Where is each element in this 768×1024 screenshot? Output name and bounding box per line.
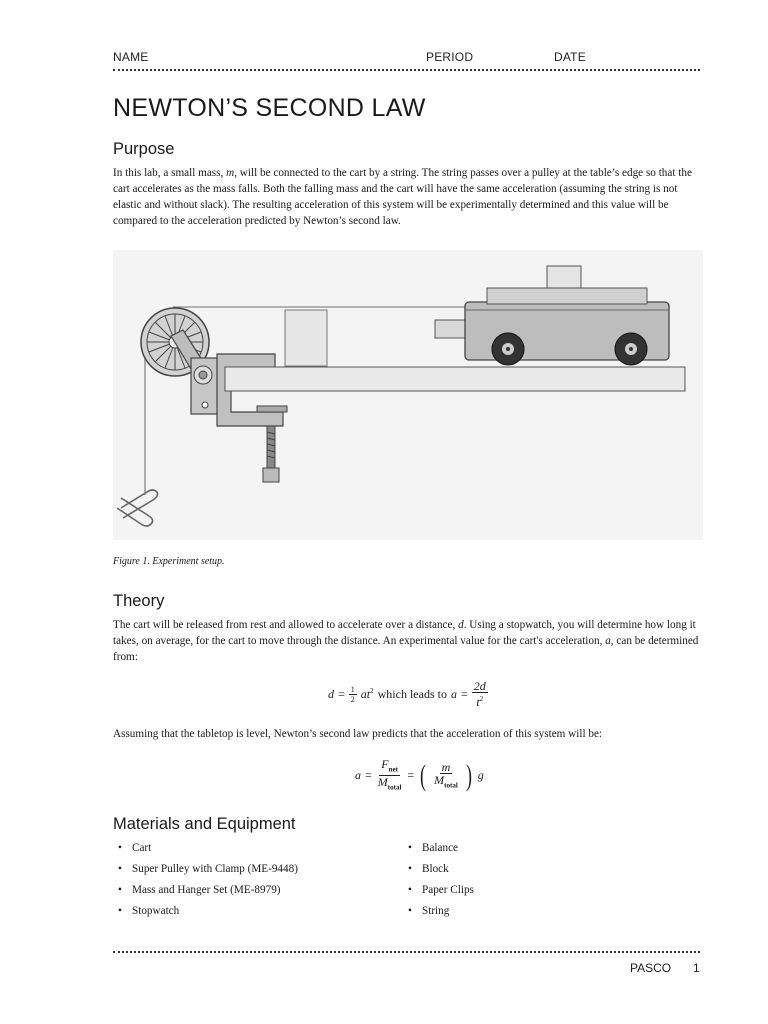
list-item: • Block <box>403 859 474 880</box>
header-divider <box>113 69 700 71</box>
footer-divider <box>113 951 700 953</box>
list-item: • Mass and Hanger Set (ME-8979) <box>113 880 298 901</box>
materials-heading: Materials and Equipment <box>113 815 296 833</box>
theory-heading: Theory <box>113 592 165 610</box>
list-item: • Cart <box>113 838 298 859</box>
list-item: • String <box>403 901 474 922</box>
name-label: NAME <box>113 50 149 64</box>
footer-brand: PASCO <box>630 961 672 975</box>
page-title: NEWTON’S SECOND LAW <box>113 94 426 122</box>
experiment-setup-figure <box>113 250 703 540</box>
newton-second-law-equation: a = $\frac{F_{net}}{M_{total}}$ = ( $\frac{m}{M_{total}}$ ) g <box>355 757 484 792</box>
kinematics-equation: d = $\frac{1}{2}$ $at^2$ which leads to a = $\frac{2d}{t^2}$ <box>328 679 486 709</box>
materials-list-left <box>113 838 298 922</box>
purpose-paragraph: In this lab, a small mass, m, will be connected to the cart by a string. The string passes over a pulley at the table’s edge so that the cart accelerates as the mass falls. Both the falling mass and the cart will have the same acceleration (assuming the string is not elastic and without slack). The resulting acceleration of this system will be experimentally determined and this value will be compared to the acceleration predicted by Newton’s second law. <box>113 167 692 227</box>
list-item: • Paper Clips <box>403 880 474 901</box>
page-number: 1 <box>693 961 700 975</box>
purpose-heading: Purpose <box>113 140 175 158</box>
theory-paragraph-1: The cart will be released from rest and allowed to accelerate over a distance, d. Using a stopwatch, you will determine how long it takes, on average, for the cart to move through the distance. An experimental value for the cart's acceleration, a, can be determined from: <box>113 619 699 663</box>
list-item: • Stopwatch <box>113 901 298 922</box>
theory-paragraph-2: Assuming that the tabletop is level, Newton’s second law predicts that the acceleration of this system will be: <box>113 728 603 740</box>
materials-list-right <box>403 838 474 922</box>
list-item: • Super Pulley with Clamp (ME-9448) <box>113 859 298 880</box>
date-label: DATE <box>554 50 586 64</box>
period-label: PERIOD <box>426 50 474 64</box>
list-item: • Balance <box>403 838 474 859</box>
figure-caption: Figure 1. Experiment setup. <box>113 556 225 567</box>
